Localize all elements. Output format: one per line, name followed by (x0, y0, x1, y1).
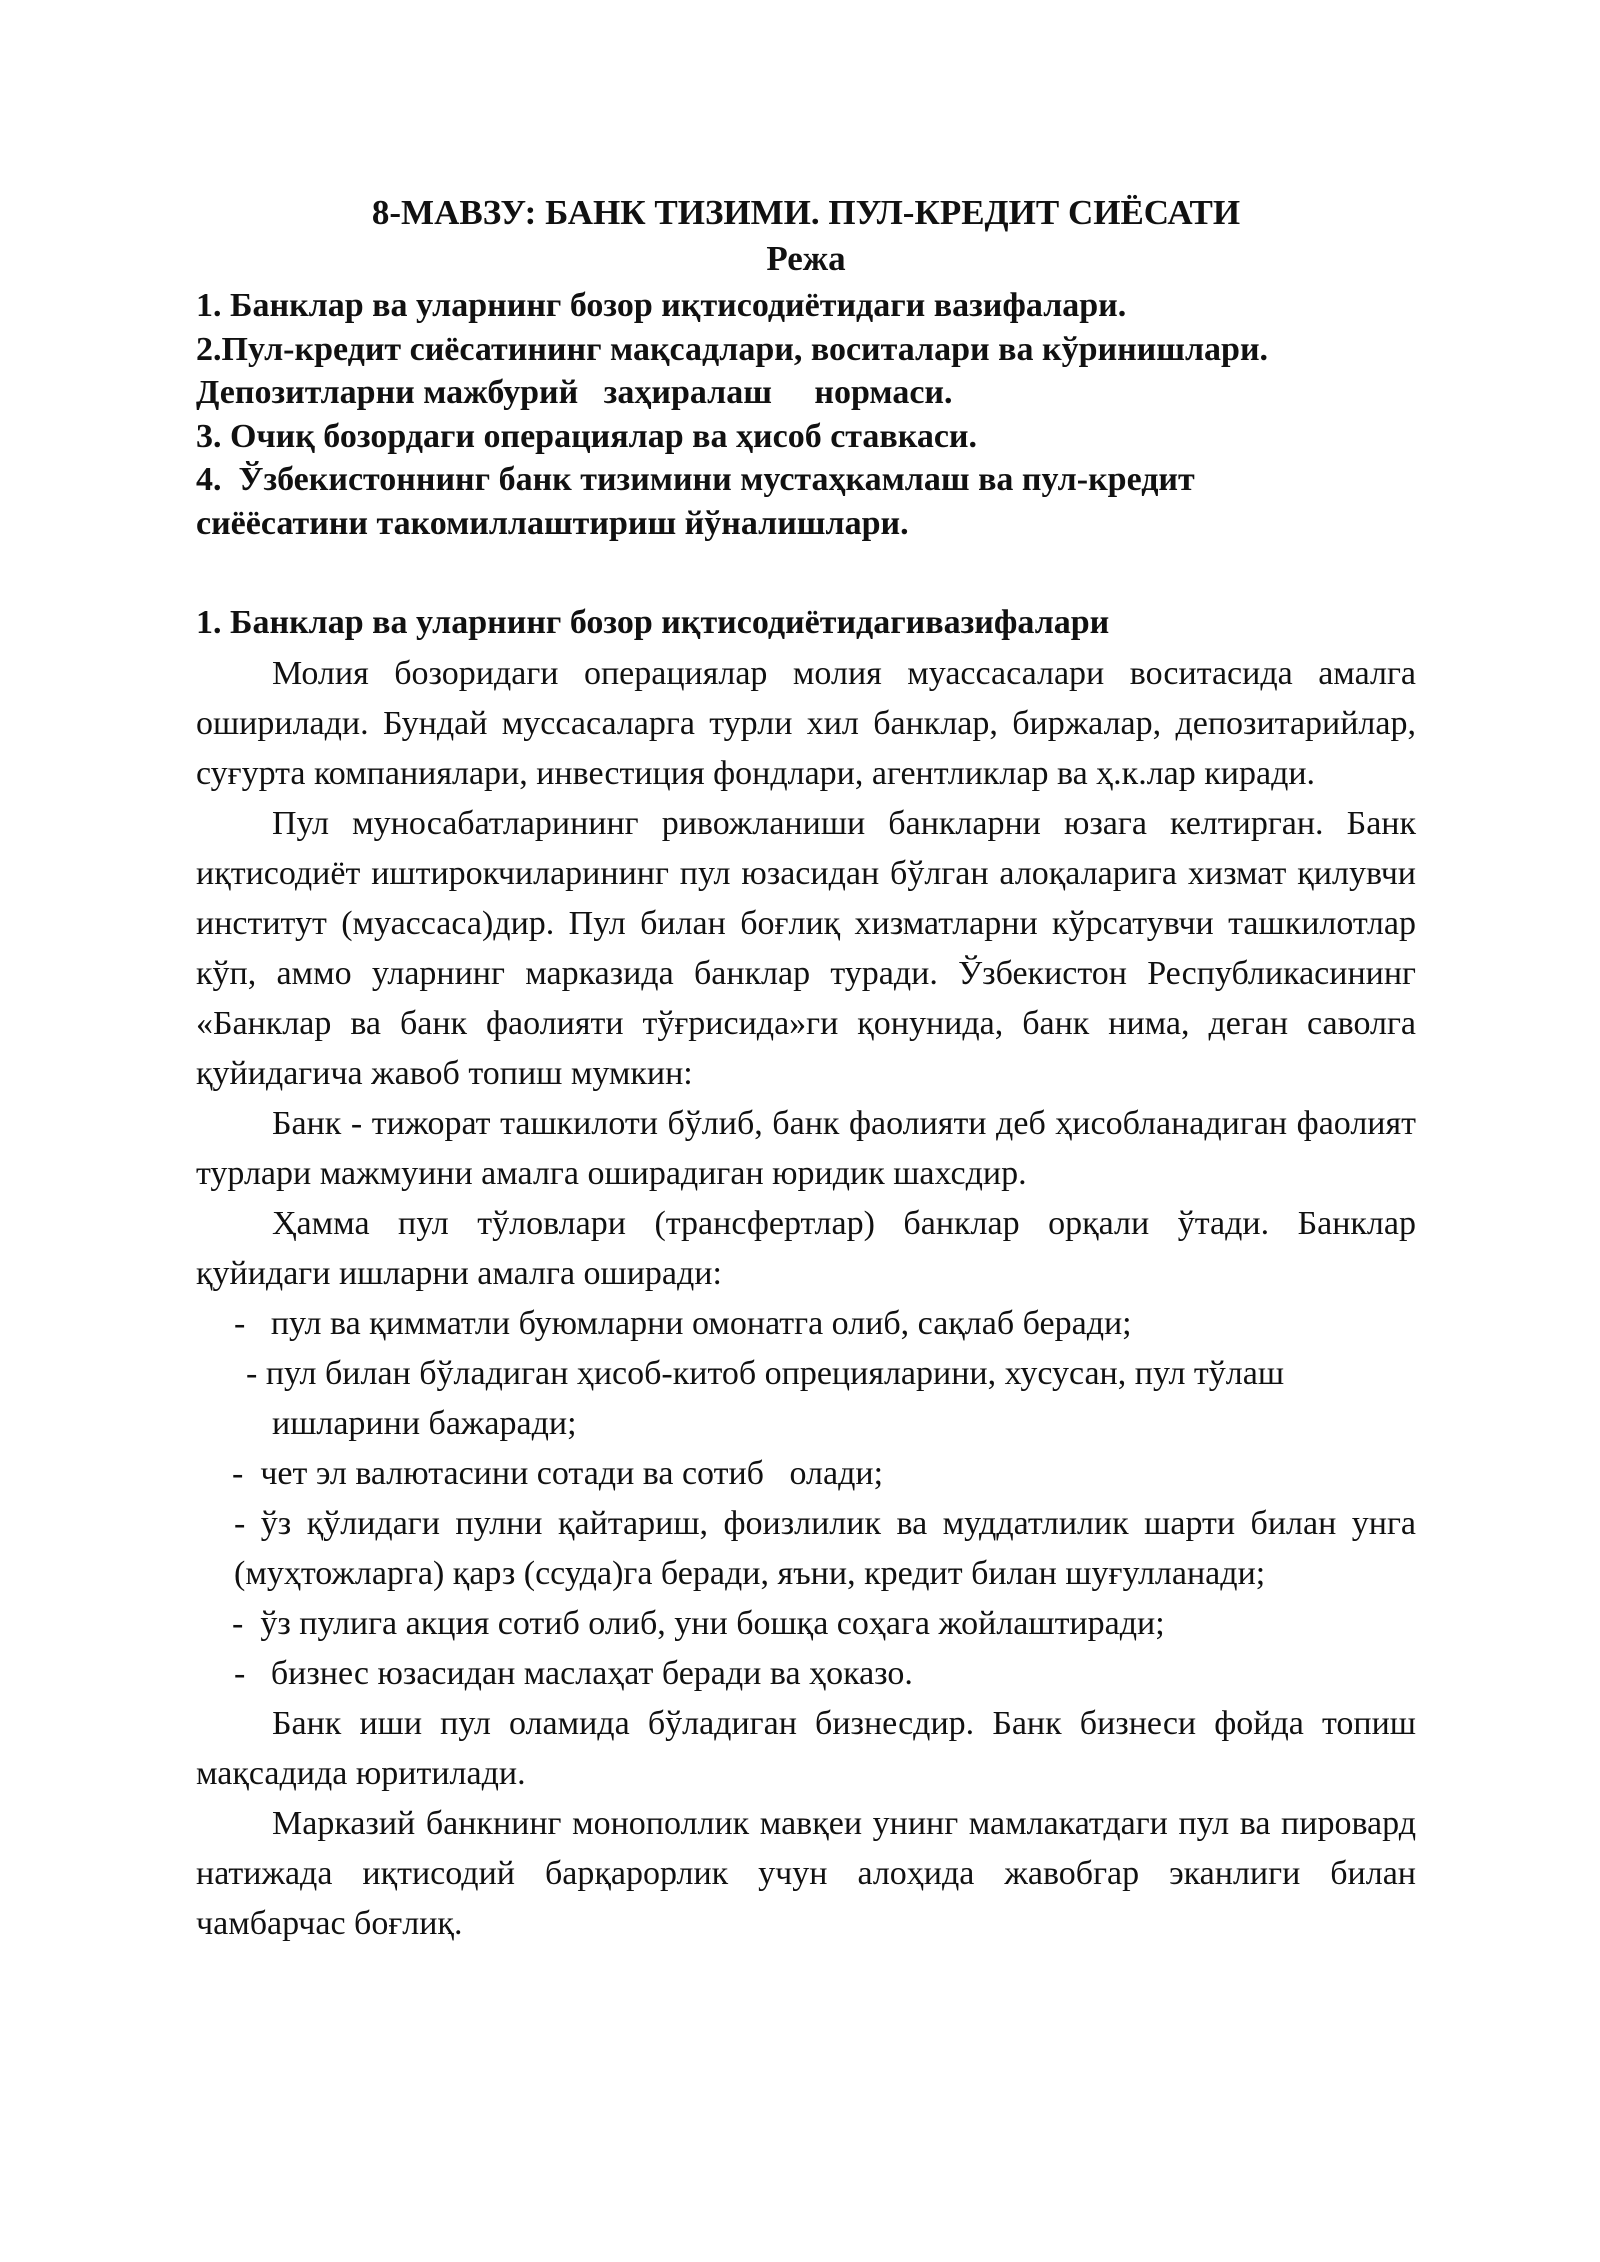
body-paragraph: Марказий банкнинг монополлик мавқеи унинг мамлакатдаги пул ва пировард натижада иқтисодий барқарорлик учун алоҳида жавобгар эканлиги билан чамбарчас боғлиқ. (196, 1805, 1416, 1942)
bullet-item: - ўз қўлидаги пулни қайтариш, фоизлилик ва муддатлилик шарти билан унга (муҳтожларга) қарз (ссуда)га беради, яъни, кредит билан шуғулланади; (234, 1505, 1416, 1592)
bullet-item: - бизнес юзасидан маслаҳат беради ва ҳоказо. (234, 1655, 913, 1692)
plan-item: 2.Пул-кредит сиёсатининг мақсадлари, воситалари ва кўринишлари. (196, 330, 1269, 368)
body-paragraph: Пул муносабатларининг ривожланиши банкларни юзага келтирган. Банк иқтисодиёт иштирокчиларининг пул юзасидан бўлган алоқаларига хизмат қилувчи институт (муассаса)дир. Пул билан боғлиқ хизматларни кўрсатувчи ташкилотлар кўп, аммо уларнинг марказида банклар туради. Ўзбекистон Республикасининг «Банклар ва банк фаолияти тўғрисида»ги қонунида, банк нима, деган саволга қуйидагича жавоб топиш мумкин: (196, 805, 1416, 1092)
plan-item: 4. Ўзбекистоннинг банк тизимини мустаҳкамлаш ва пул-кредит (196, 461, 1195, 498)
plan-item: 1. Банклар ва уларнинг бозор иқтисодиётидаги вазифалари. (196, 287, 1127, 324)
bullet-item: - ўз пулига акция сотиб олиб, уни бошқа соҳага жойлаштиради; (232, 1605, 1165, 1642)
body-paragraph: Банк - тижорат ташкилоти бўлиб, банк фаолияти деб ҳисобланадиган фаолият турлари мажмуини амалга оширадиган юридик шахсдир. (196, 1105, 1416, 1192)
document-page (196, 190, 1416, 1949)
bullet-item: - пул ва қимматли буюмларни омонатга олиб, сақлаб беради; (234, 1305, 1132, 1342)
document-title: 8-МАВЗУ: БАНК ТИЗИМИ. ПУЛ-КРЕДИТ СИЁСАТИ (371, 193, 1241, 232)
plan-item: сиёёсатини такомиллаштириш йўналишлари. (196, 504, 909, 542)
bullet-continuation: ишларини бажаради; (272, 1405, 577, 1442)
bullet-item: - чет эл валютасини сотади ва сотиб олади; (232, 1455, 884, 1492)
plan-list (196, 284, 1416, 545)
bullet-text: - пул билан бўладиган ҳисоб-китоб опрецияларини, хусусан, пул тўлаш (246, 1355, 1285, 1392)
plan-heading: Режа (766, 239, 846, 278)
body-paragraph: Ҳамма пул тўловлари (трансфертлар) банклар орқали ўтади. Банклар қуйидаги ишларни амалга оширади: (196, 1205, 1416, 1292)
plan-item: Депозитларни мажбурий заҳиралаш нормаси. (196, 374, 953, 411)
bullet-item (196, 1349, 1416, 1449)
section-heading: 1. Банклар ва уларнинг бозор иқтисодиётидагивазифалари (196, 604, 1110, 641)
body-paragraph: Банк иши пул оламида бўладиган бизнесдир. Банк бизнеси фойда топиш мақсадида юритилади. (196, 1705, 1416, 1792)
body-paragraph: Молия бозоридаги операциялар молия муассасалари воситасида амалга оширилади. Бундай муссасаларга турли хил банклар, биржалар, депозитарийлар, суғурта компаниялари, инвестиция фондлари, агентликлар ва ҳ.к.лар киради. (196, 655, 1416, 792)
plan-item: 3. Очиқ бозордаги операциялар ва ҳисоб ставкаси. (196, 417, 978, 455)
